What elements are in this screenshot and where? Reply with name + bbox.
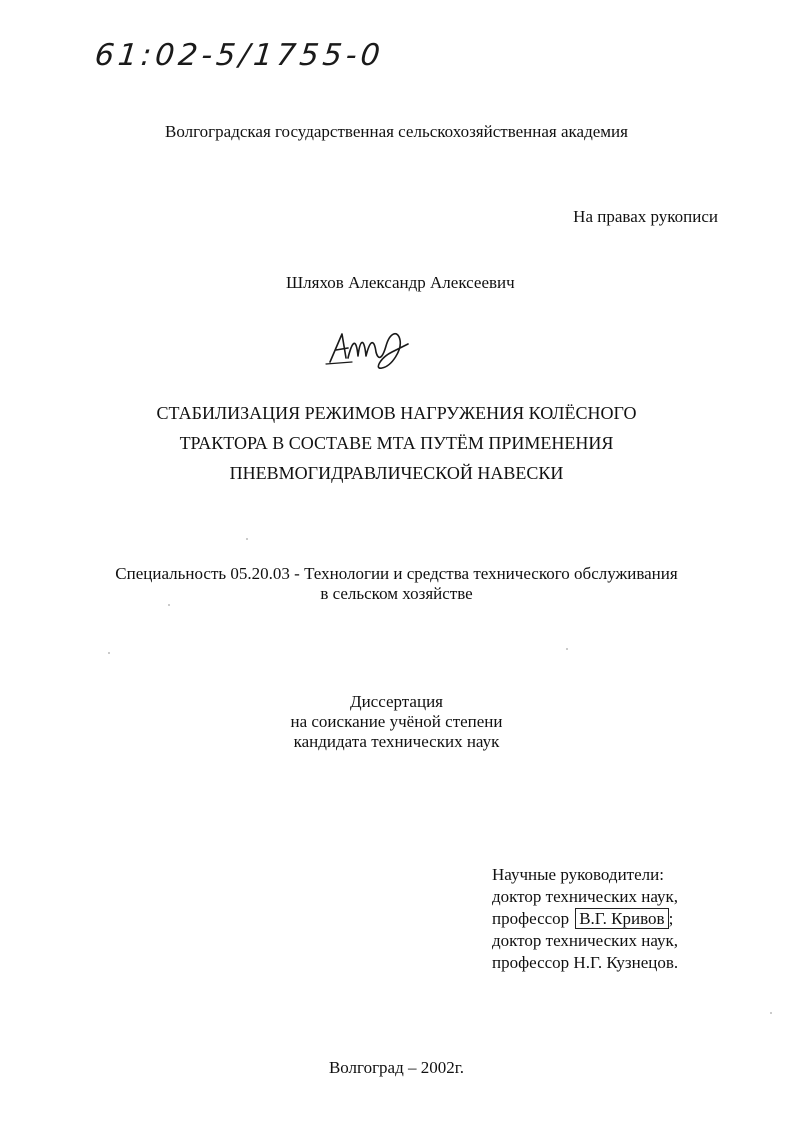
scan-speck <box>108 652 110 654</box>
supervisor-degree: доктор технических наук, <box>492 887 679 906</box>
separator: ; <box>668 909 674 928</box>
scan-speck <box>246 538 248 540</box>
dissertation-purpose: на соискание учёной степени <box>290 712 503 731</box>
dissertation-block <box>0 692 793 752</box>
author-name: Шляхов Александр Алексеевич <box>286 273 515 292</box>
supervisors-block <box>492 864 678 974</box>
thesis-title <box>0 398 793 488</box>
supervisor-line <box>492 908 678 930</box>
supervisor-rank: профессор <box>492 909 570 928</box>
supervisor-line: профессор Н.Г. Кузнецов. <box>492 953 679 972</box>
specialty-line: Специальность 05.20.03 - Технологии и средства технического обслуживания <box>115 564 678 583</box>
institution-name: Волгоградская государственная сельскохозяйственная академия <box>165 122 628 141</box>
supervisor-name-stamp: В.Г. Кривов <box>575 908 668 929</box>
scan-speck <box>168 604 170 606</box>
dissertation-type: Диссертация <box>349 692 443 711</box>
title-line: ТРАКТОРА В СОСТАВЕ МТА ПУТЁМ ПРИМЕНЕНИЯ <box>179 433 614 453</box>
specialty-line: в сельском хозяйстве <box>320 584 473 603</box>
supervisor-degree: доктор технических наук, <box>492 931 679 950</box>
title-line: СТАБИЛИЗАЦИЯ РЕЖИМОВ НАГРУЖЕНИЯ КОЛЁСНОГО <box>156 403 637 423</box>
archive-code: 61:02-5/1755-0 <box>93 38 386 73</box>
scan-speck <box>770 1012 772 1014</box>
supervisors-heading: Научные руководители: <box>492 865 664 884</box>
rights-note: На правах рукописи <box>573 207 718 226</box>
dissertation-degree: кандидата технических наук <box>293 732 500 751</box>
city-year: Волгоград – 2002г. <box>328 1058 465 1077</box>
scan-speck <box>566 648 568 650</box>
title-line: ПНЕВМОГИДРАВЛИЧЕСКОЙ НАВЕСКИ <box>229 463 564 483</box>
signature-icon <box>322 322 412 372</box>
